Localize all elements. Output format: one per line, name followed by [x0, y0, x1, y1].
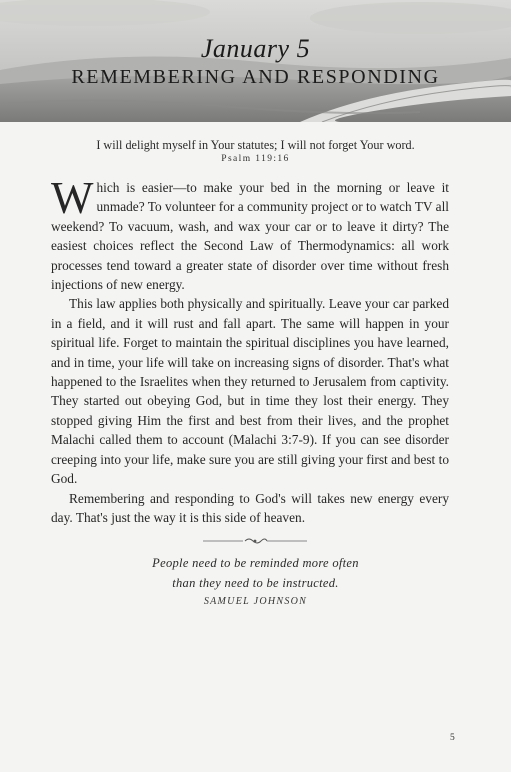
quote-author: SAMUEL JOHNSON: [203, 596, 308, 607]
paragraph-1-text: hich is easier—to make your bed in the morning or leave it unmade? To volunteer for a community project or to watch TV all weekend? To vacuum, wash, and wax your car or to leave it dirty? The easiest choices reflect the Second Law of Thermodynamics: all work processes tend toward a greater state of disorder over time without fresh injections of new energy.: [51, 180, 449, 293]
closing-quote: [0, 553, 511, 593]
date-title: January 5: [200, 34, 311, 63]
quote-line-2: than they need to be instructed.: [172, 576, 339, 590]
epigraph-reference: Psalm 119:16: [221, 154, 290, 164]
page-title: REMEMBERING AND RESPONDING: [71, 66, 440, 88]
header-banner: [0, 0, 511, 122]
quote-line-1: People need to be reminded more often: [152, 556, 359, 570]
paragraph-2: This law applies both physically and spiritually. Leave your car parked in a field, and it will rust and fall apart. The same will happen in your spiritual life. Forget to maintain the spiritual disciplines you have learned, and in time, your life will take on increasing signs of disorder. That's what happened to the Israelites when they returned to Jerusalem from captivity. They started out obeying God, but in time they lost their energy. They stopped giving Him the first and best from their lives, and the prophet Malachi called them to account (Malachi 3:7-9). If you can see disorder creeping into your life, make sure you are still giving your first and best to God.: [51, 296, 449, 487]
page-number: 5: [450, 733, 455, 743]
paragraph-3: Remembering and responding to God's will takes new energy every day. That's just the way it is this side of heaven.: [51, 490, 449, 525]
epigraph-verse: I will delight myself in Your statutes; I will not forget Your word.: [96, 138, 415, 152]
drop-cap: W: [51, 173, 94, 223]
paragraph-1: [51, 173, 449, 294]
ornament-divider-icon: [203, 536, 307, 546]
devotional-body: [51, 173, 449, 527]
